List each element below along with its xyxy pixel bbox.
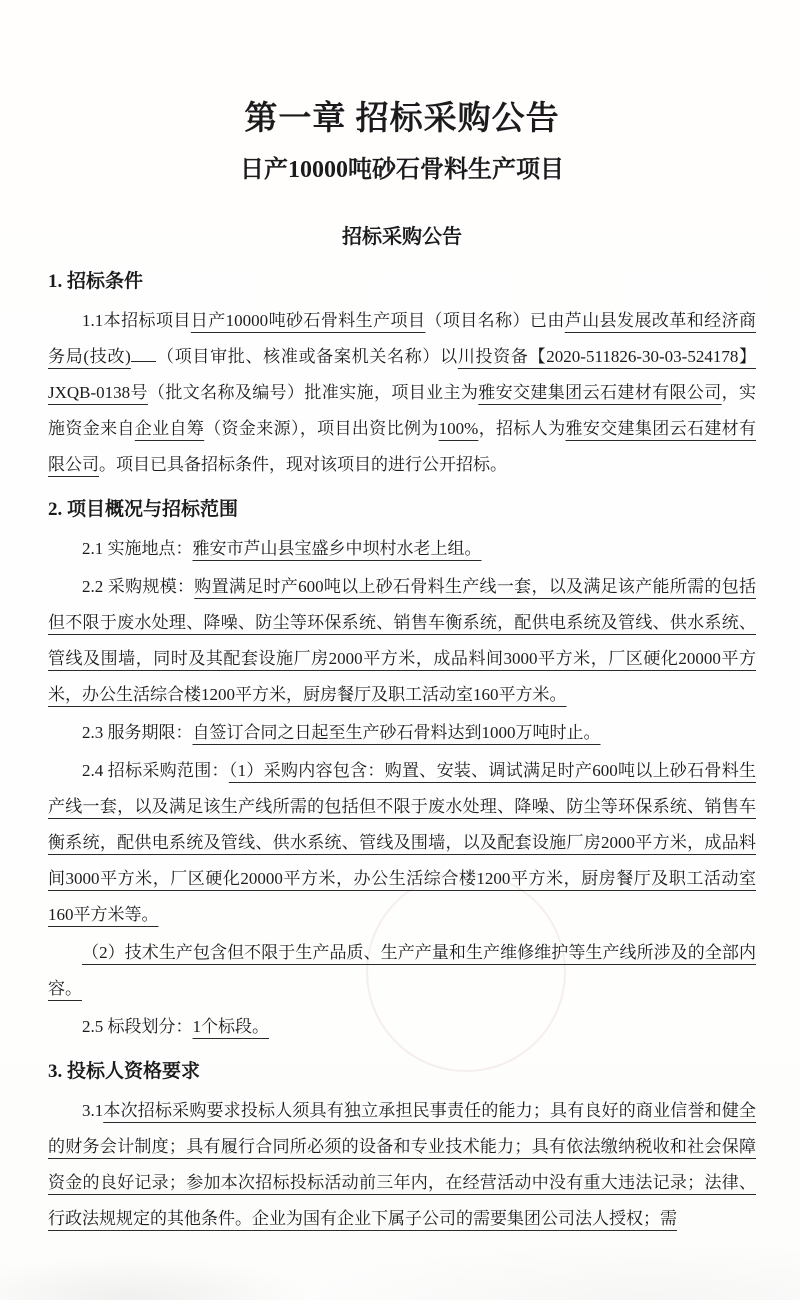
paragraph — [48, 715, 756, 751]
paragraph — [48, 935, 756, 1007]
notice-title: 招标采购公告 — [342, 226, 462, 248]
underlined-text-run: （1）采购内容包含：购置、安装、调试满足时产600吨以上砂石骨料生产线一套，以及满足该生产线所需的包括但不限于废水处理、降噪、防尘等环保系统、销售车衡系统，配供电系统及管线、供水系统、管线及围墙，以及配套设施厂房2000平方米，成品料间3000平方米，厂区硬化20000平方米，办公生活综合楼1200平方米，厨房餐厅及职工活动室160平方米等。 — [48, 761, 757, 924]
underlined-text-run: （2）技术生产包含但不限于生产品质、生产产量和生产维修维护等生产线所涉及的全部内容。 — [48, 943, 756, 998]
text-run: （资金来源），项目出资比例为 — [204, 419, 439, 438]
underlined-text-run: 芦山县发展改革和经济商务局(技改) — [48, 311, 757, 366]
section-heading — [48, 495, 756, 525]
text-run: 2.2 采购规模： — [82, 577, 195, 596]
underlined-text-run: 川投资备【2020-511826-30-03-524178】JXQB-0138号 — [48, 347, 757, 402]
text-run: ，实施资金来自 — [48, 383, 757, 438]
paragraph — [48, 753, 756, 933]
underlined-text-run: 雅安交建集团云石建材有限公司 — [478, 383, 722, 402]
document-content — [48, 92, 756, 1239]
text-run: （项目审批、核准或备案机关名称）以 — [156, 347, 458, 366]
text-run: ，招标人为 — [478, 419, 566, 438]
underlined-text-run: 雅安交建集团云石建材有限公司 — [48, 419, 757, 474]
paragraph — [48, 531, 756, 567]
document-body — [48, 267, 756, 1237]
paragraph — [48, 1093, 756, 1237]
blank-underline — [131, 345, 157, 362]
underlined-text-run: 1个标段。 — [192, 1017, 269, 1036]
text-run: 3. 投标人资格要求 — [48, 1061, 201, 1082]
text-run: 2. 项目概况与招标范围 — [48, 499, 239, 520]
underlined-text-run: 100% — [438, 419, 479, 438]
paragraph — [48, 1009, 756, 1045]
text-run: 2.4 招标采购范围： — [82, 761, 229, 780]
text-run: 2.1 实施地点： — [82, 539, 193, 558]
section-heading — [48, 267, 756, 297]
underlined-text-run: 雅安市芦山县宝盛乡中坝村水老上组。 — [192, 539, 482, 558]
paragraph — [48, 569, 756, 713]
underlined-text-run: 本次招标采购要求投标人须具有独立承担民事责任的能力；具有良好的商业信誉和健全的财务会计制度；具有履行合同所必须的设备和专业技术能力；具有依法缴纳税收和社会保障资金的良好记录；参加本次招标投标活动前三年内，在经营活动中没有重大违法记录；法律、行政法规规定的其他条件。企业为国有企业下属子公司的需要集团公司法人授权；需 — [48, 1101, 756, 1228]
text-run: 2.5 标段划分： — [82, 1017, 193, 1036]
paragraph — [48, 303, 756, 483]
project-title: 日产10000吨砂石骨料生产项目 — [240, 157, 564, 183]
text-run: 。项目已具备招标条件，现对该项目的进行公开招标。 — [99, 455, 507, 474]
text-run: 1.1本招标项目 — [82, 311, 191, 330]
section-heading — [48, 1057, 756, 1087]
chapter-title: 第一章 招标采购公告 — [244, 101, 560, 137]
text-run: （项目名称）已由 — [425, 311, 565, 330]
text-run: 2.3 服务期限： — [82, 723, 193, 742]
underlined-text-run: 购置满足时产600吨以上砂石骨料生产线一套，以及满足该产能所需的包括但不限于废水处理、降噪、防尘等环保系统、销售车衡系统，配供电系统及管线、供水系统、管线及围墙，同时及其配套设施厂房2000平方米，成品料间3000平方米，厂区硬化20000平方米，办公生活综合楼1200平方米，厨房餐厅及职工活动室160平方米。 — [48, 577, 757, 704]
text-run: 1. 招标条件 — [48, 271, 144, 292]
underlined-text-run: 企业自筹 — [134, 419, 205, 438]
text-run: 3.1 — [82, 1101, 104, 1120]
underlined-text-run: 自签订合同之日起至生产砂石骨料达到1000万吨时止。 — [192, 723, 601, 742]
text-run: （批文名称及编号）批准实施，项目业主为 — [147, 383, 479, 402]
underlined-text-run: 日产10000吨砂石骨料生产项目 — [190, 311, 426, 330]
